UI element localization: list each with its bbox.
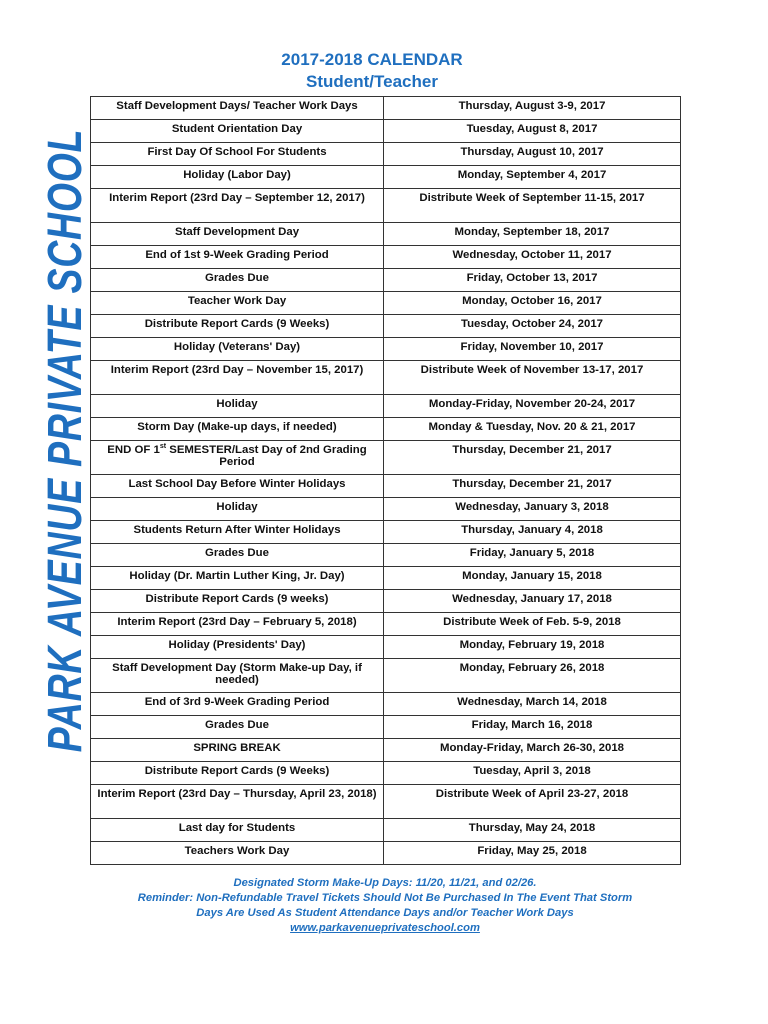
calendar-row bbox=[91, 785, 681, 819]
date-cell: Monday-Friday, November 20-24, 2017 bbox=[384, 395, 681, 418]
date-cell: Friday, May 25, 2018 bbox=[384, 842, 681, 865]
event-cell: Teachers Work Day bbox=[91, 842, 384, 865]
event-cell: Grades Due bbox=[91, 269, 384, 292]
event-cell: Staff Development Day bbox=[91, 223, 384, 246]
date-cell: Friday, March 16, 2018 bbox=[384, 716, 681, 739]
event-cell: End of 1st 9-Week Grading Period bbox=[91, 246, 384, 269]
calendar-row bbox=[91, 819, 681, 842]
footer-notes bbox=[90, 876, 680, 936]
event-cell: Interim Report (23rd Day – Thursday, April 23, 2018) bbox=[91, 785, 384, 819]
date-cell: Wednesday, March 14, 2018 bbox=[384, 693, 681, 716]
website-link[interactable]: www.parkavenueprivateschool.com bbox=[290, 922, 480, 934]
date-cell: Thursday, December 21, 2017 bbox=[384, 475, 681, 498]
calendar-row bbox=[91, 739, 681, 762]
date-cell: Monday, January 15, 2018 bbox=[384, 567, 681, 590]
date-cell: Thursday, May 24, 2018 bbox=[384, 819, 681, 842]
event-cell: Holiday bbox=[91, 498, 384, 521]
calendar-row bbox=[91, 246, 681, 269]
date-cell: Monday, October 16, 2017 bbox=[384, 292, 681, 315]
calendar-row bbox=[91, 659, 681, 693]
calendar-row bbox=[91, 475, 681, 498]
date-cell: Monday-Friday, March 26-30, 2018 bbox=[384, 739, 681, 762]
date-cell: Friday, January 5, 2018 bbox=[384, 544, 681, 567]
calendar-title: 2017-2018 CALENDAR bbox=[281, 50, 463, 69]
event-cell: End of 3rd 9-Week Grading Period bbox=[91, 693, 384, 716]
event-cell: SPRING BREAK bbox=[91, 739, 384, 762]
date-cell: Monday & Tuesday, Nov. 20 & 21, 2017 bbox=[384, 418, 681, 441]
school-name-vertical: PARK AVENUE PRIVATE SCHOOL bbox=[39, 128, 92, 753]
calendar-row bbox=[91, 693, 681, 716]
calendar-row bbox=[91, 292, 681, 315]
date-cell: Tuesday, August 8, 2017 bbox=[384, 120, 681, 143]
event-cell: Grades Due bbox=[91, 716, 384, 739]
calendar-subtitle: Student/Teacher bbox=[306, 72, 438, 91]
event-cell: Students Return After Winter Holidays bbox=[91, 521, 384, 544]
date-cell: Wednesday, January 3, 2018 bbox=[384, 498, 681, 521]
date-cell: Distribute Week of Feb. 5-9, 2018 bbox=[384, 613, 681, 636]
calendar-row bbox=[91, 567, 681, 590]
event-cell: First Day Of School For Students bbox=[91, 143, 384, 166]
event-text-part: SEMESTER/Last Day of 2nd Grading Period bbox=[166, 444, 367, 468]
event-text-superscript: st bbox=[159, 443, 167, 451]
date-cell: Tuesday, October 24, 2017 bbox=[384, 315, 681, 338]
calendar-row bbox=[91, 338, 681, 361]
date-cell: Tuesday, April 3, 2018 bbox=[384, 762, 681, 785]
calendar-row bbox=[91, 441, 681, 475]
calendar-row bbox=[91, 498, 681, 521]
date-cell: Distribute Week of April 23-27, 2018 bbox=[384, 785, 681, 819]
calendar-row bbox=[91, 716, 681, 739]
calendar-row bbox=[91, 189, 681, 223]
calendar-row bbox=[91, 361, 681, 395]
event-cell: Holiday bbox=[91, 395, 384, 418]
calendar-row bbox=[91, 223, 681, 246]
date-cell: Wednesday, January 17, 2018 bbox=[384, 590, 681, 613]
event-cell: Holiday (Presidents' Day) bbox=[91, 636, 384, 659]
calendar-row bbox=[91, 315, 681, 338]
event-cell: Last day for Students bbox=[91, 819, 384, 842]
date-cell: Thursday, January 4, 2018 bbox=[384, 521, 681, 544]
calendar-row bbox=[91, 590, 681, 613]
date-cell: Thursday, December 21, 2017 bbox=[384, 441, 681, 475]
date-cell: Friday, October 13, 2017 bbox=[384, 269, 681, 292]
calendar-row bbox=[91, 143, 681, 166]
calendar-row bbox=[91, 762, 681, 785]
calendar-table bbox=[90, 96, 681, 865]
storm-makeup-note: Designated Storm Make-Up Days: 11/20, 11/21, and 02/26. bbox=[233, 877, 537, 889]
event-cell: Interim Report (23rd Day – February 5, 2018) bbox=[91, 613, 384, 636]
reminder-line-2: Days Are Used As Student Attendance Days and/or Teacher Work Days bbox=[196, 907, 574, 919]
event-cell: Staff Development Day (Storm Make-up Day, if needed) bbox=[91, 659, 384, 693]
reminder-line-1: Reminder: Non-Refundable Travel Tickets Should Not Be Purchased In The Event That Storm bbox=[137, 892, 633, 904]
date-cell: Distribute Week of September 11-15, 2017 bbox=[384, 189, 681, 223]
event-cell: Student Orientation Day bbox=[91, 120, 384, 143]
event-cell: Holiday (Labor Day) bbox=[91, 166, 384, 189]
event-cell: Last School Day Before Winter Holidays bbox=[91, 475, 384, 498]
calendar-row bbox=[91, 97, 681, 120]
event-cell: Holiday (Veterans' Day) bbox=[91, 338, 384, 361]
event-cell: Distribute Report Cards (9 Weeks) bbox=[91, 762, 384, 785]
date-cell: Monday, September 18, 2017 bbox=[384, 223, 681, 246]
calendar-row bbox=[91, 521, 681, 544]
calendar-row bbox=[91, 842, 681, 865]
date-cell: Monday, February 19, 2018 bbox=[384, 636, 681, 659]
event-cell: Storm Day (Make-up days, if needed) bbox=[91, 418, 384, 441]
date-cell: Monday, February 26, 2018 bbox=[384, 659, 681, 693]
date-cell: Thursday, August 10, 2017 bbox=[384, 143, 681, 166]
calendar-row bbox=[91, 269, 681, 292]
calendar-row bbox=[91, 544, 681, 567]
event-cell: Interim Report (23rd Day – November 15, 2017) bbox=[91, 361, 384, 395]
date-cell: Monday, September 4, 2017 bbox=[384, 166, 681, 189]
event-cell: Distribute Report Cards (9 weeks) bbox=[91, 590, 384, 613]
calendar-table-body bbox=[91, 97, 681, 865]
event-cell: Distribute Report Cards (9 Weeks) bbox=[91, 315, 384, 338]
event-cell: Teacher Work Day bbox=[91, 292, 384, 315]
date-cell: Distribute Week of November 13-17, 2017 bbox=[384, 361, 681, 395]
date-cell: Friday, November 10, 2017 bbox=[384, 338, 681, 361]
calendar-row bbox=[91, 166, 681, 189]
event-cell: Staff Development Days/ Teacher Work Days bbox=[91, 97, 384, 120]
event-cell: Interim Report (23rd Day – September 12, 2017) bbox=[91, 189, 384, 223]
event-text-part: END OF 1 bbox=[107, 444, 160, 456]
event-cell: Holiday (Dr. Martin Luther King, Jr. Day) bbox=[91, 567, 384, 590]
calendar-row bbox=[91, 613, 681, 636]
event-cell: Grades Due bbox=[91, 544, 384, 567]
calendar-row bbox=[91, 395, 681, 418]
date-cell: Thursday, August 3-9, 2017 bbox=[384, 97, 681, 120]
event-cell bbox=[91, 441, 384, 475]
calendar-row bbox=[91, 636, 681, 659]
calendar-row bbox=[91, 120, 681, 143]
date-cell: Wednesday, October 11, 2017 bbox=[384, 246, 681, 269]
calendar-row bbox=[91, 418, 681, 441]
